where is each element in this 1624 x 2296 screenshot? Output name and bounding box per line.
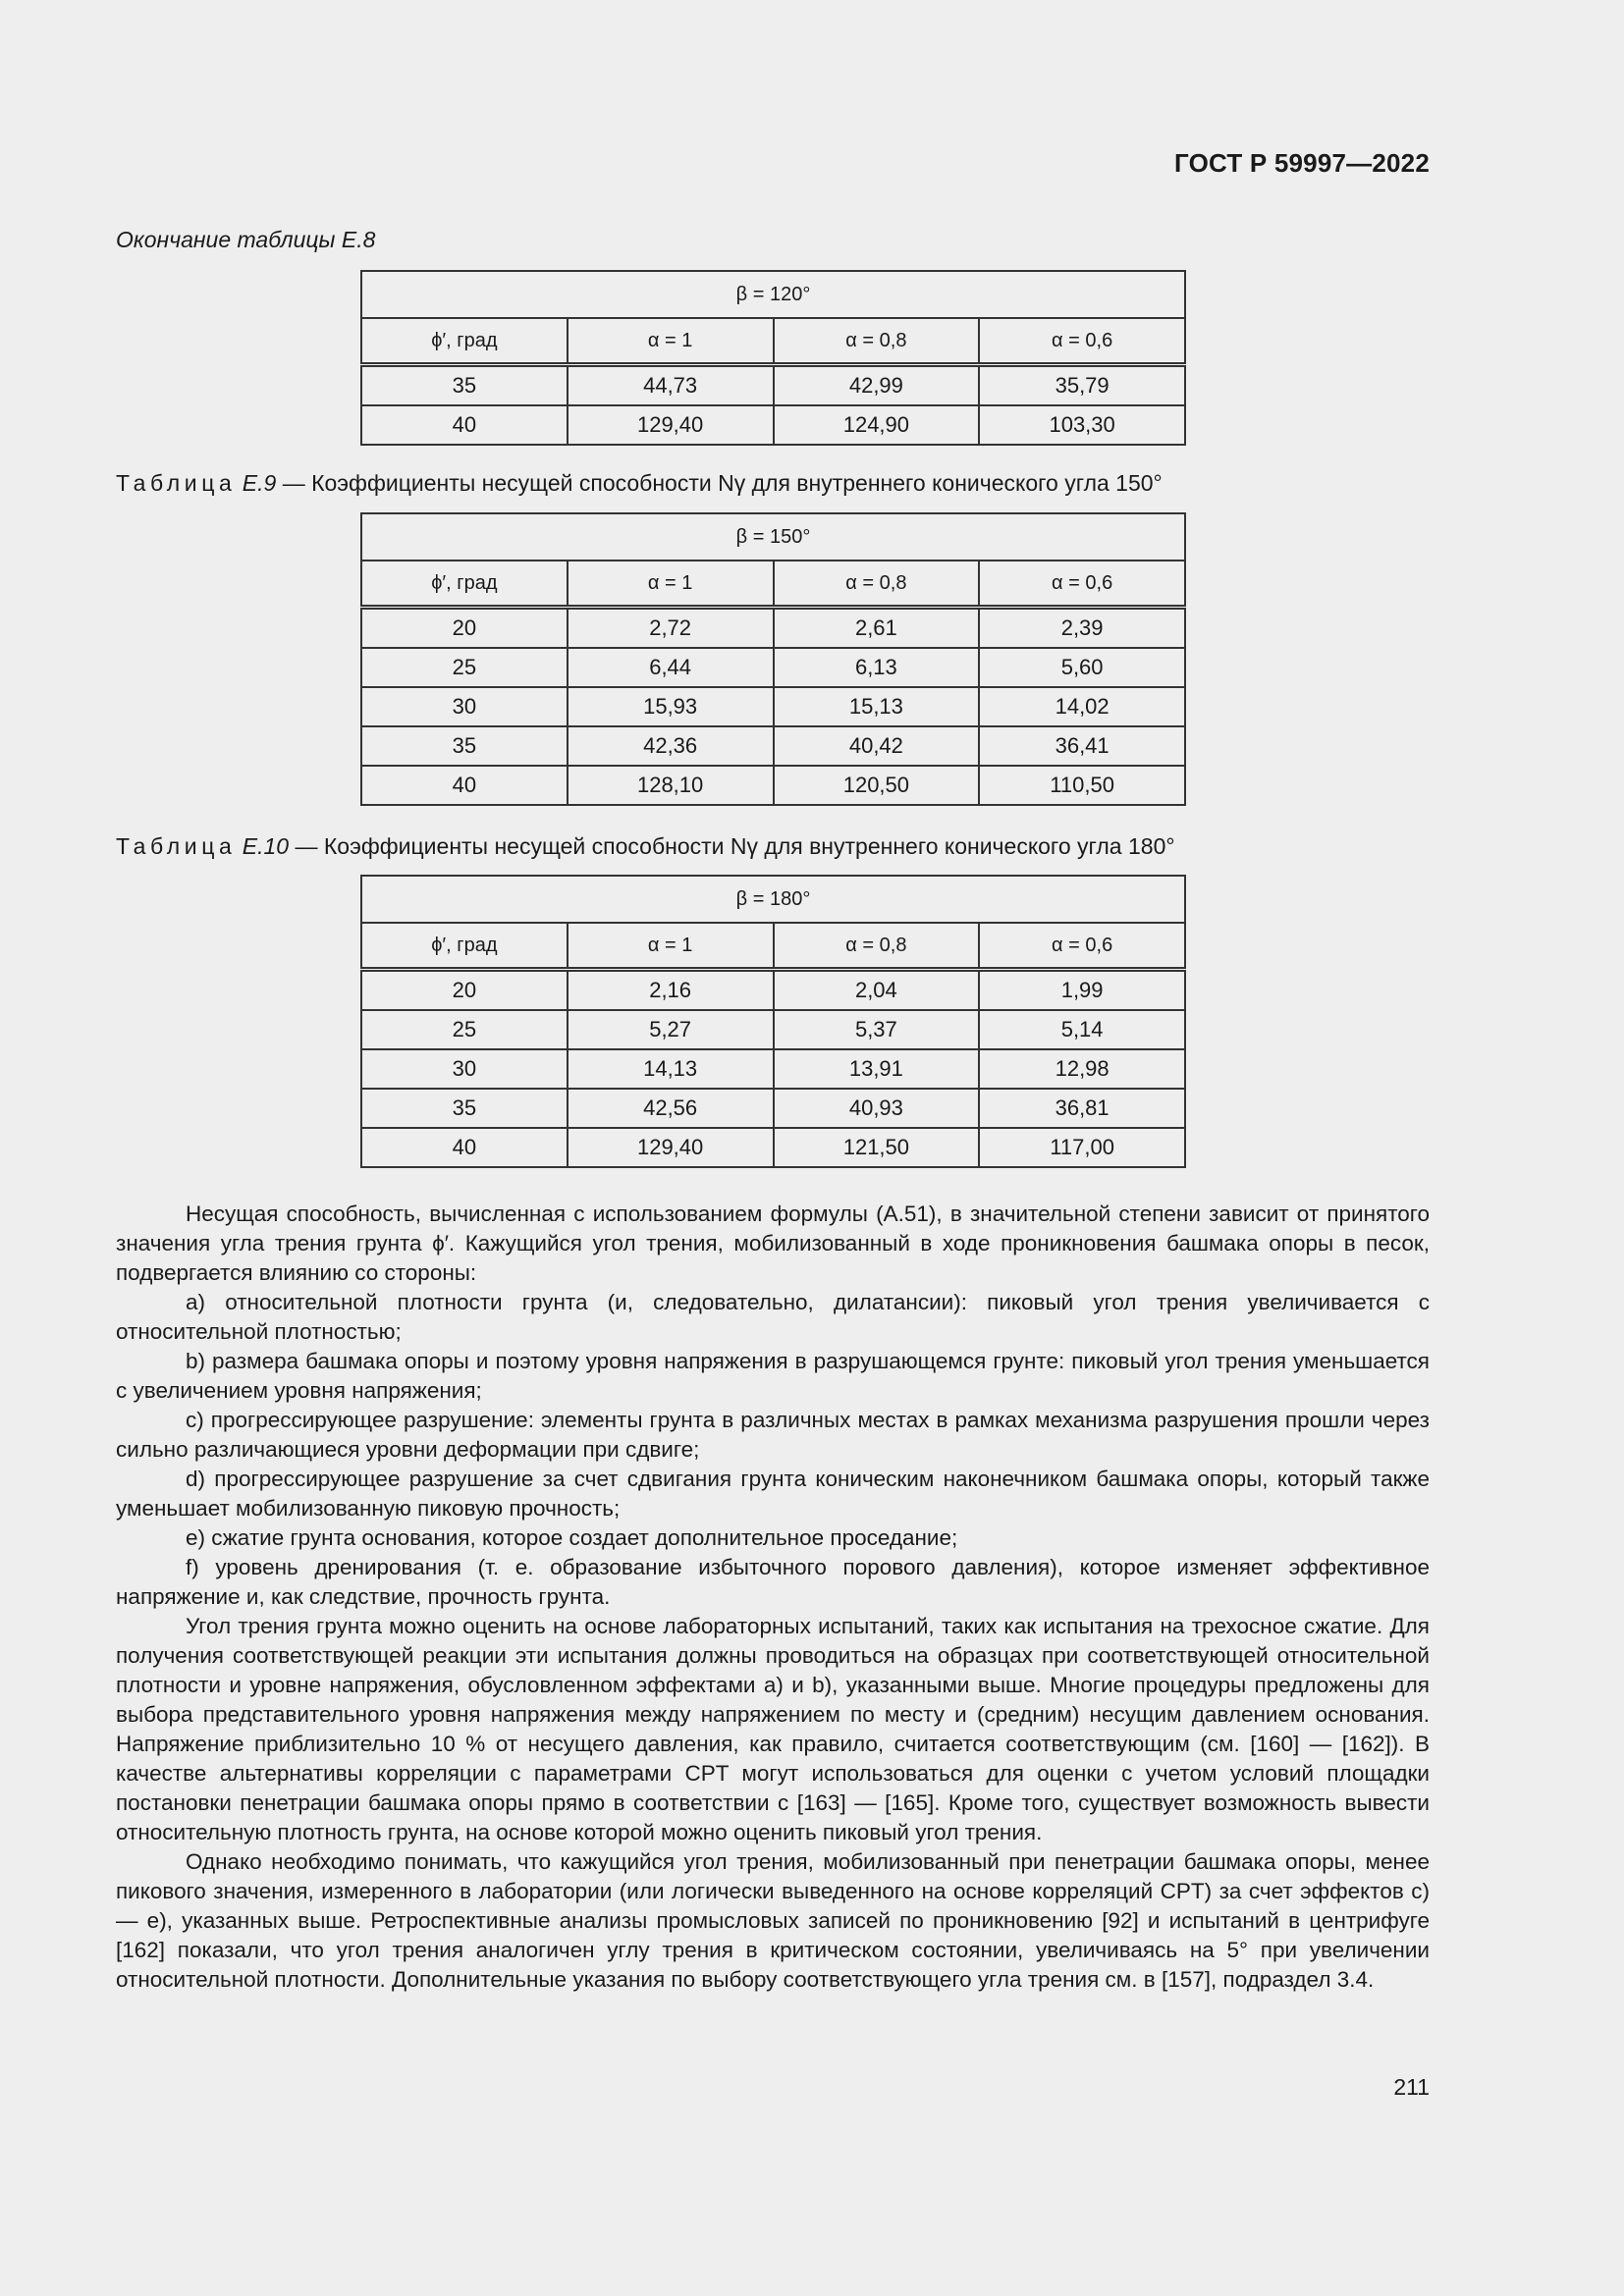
table-cell: 44,73 xyxy=(568,365,774,406)
list-item: a) относительной плотности грунта (и, следовательно, дилатансии): пиковый угол трения увеличивается с относительной плотностью; xyxy=(116,1290,1430,1344)
paragraph: Несущая способность, вычисленная с использованием формулы (А.51), в значительной степени зависит от принятого значения угла трения грунта ϕ′. Кажущийся угол трения, мобилизованный в ходе проникновения башмака опоры в песок, подвергается влиянию со стороны: xyxy=(116,1201,1430,1285)
column-header: α = 0,6 xyxy=(979,318,1185,365)
table-cell: 15,93 xyxy=(568,687,774,726)
document-id: ГОСТ Р 59997—2022 xyxy=(1174,148,1430,178)
table-cell: 40,42 xyxy=(774,726,980,766)
list-item: d) прогрессирующее разрушение за счет сдвигания грунта коническим наконечником башмака опоры, который также уменьшает мобилизованную пиковую прочность; xyxy=(116,1467,1430,1521)
paragraph: Угол трения грунта можно оценить на основе лабораторных испытаний, таких как испытания на трехосное сжатие. Для получения соответствующей реакции эти испытания должны проводиться на образцах при соответствующей относительной плотности и уровне напряжения, обусловленном эффектами a) и b), указанными выше. Многие процедуры предложены для выбора представительного уровня напряжения между напряжением по месту и (средним) несущим давлением основания. Напряжение приблизительно 10 % от несущего давления, как правило, считается соответствующим (см. [160] — [162]). В качестве альтернативы корреляции с параметрами CPT могут использоваться для оценки с учетом условий площадки постановки пенетрации башмака опоры прямо в соответствии с [163] — [165]. Кроме того, существует возможность вывести относительную плотность грунта, на основе которой можно оценить пиковый угол трения. xyxy=(116,1614,1430,1844)
table-cell: 6,13 xyxy=(774,648,980,687)
caption-text: — Коэффициенты несущей способности Nγ для внутреннего конического угла 180° xyxy=(289,833,1175,859)
table-cell: 124,90 xyxy=(774,405,980,445)
caption-text: — Коэффициенты несущей способности Nγ для внутреннего конического угла 150° xyxy=(276,470,1163,496)
table-cell: 20 xyxy=(361,970,568,1011)
caption-word: Таблица xyxy=(116,833,237,859)
table-cell: 36,41 xyxy=(979,726,1185,766)
table-cell: 129,40 xyxy=(568,405,774,445)
table-cell: 2,61 xyxy=(774,608,980,649)
table-cell: 42,99 xyxy=(774,365,980,406)
table-cell: 40 xyxy=(361,1128,568,1167)
table-continuation-caption: Окончание таблицы Е.8 xyxy=(116,227,376,252)
table-cell: 5,14 xyxy=(979,1010,1185,1049)
column-header: α = 1 xyxy=(568,318,774,365)
caption-number: Е.9 xyxy=(242,470,277,496)
table-cell: 13,91 xyxy=(774,1049,980,1089)
table-cell: 35 xyxy=(361,365,568,406)
table-cell: 40,93 xyxy=(774,1089,980,1128)
column-header: ϕ′, град xyxy=(361,318,568,365)
header-row xyxy=(361,318,1185,365)
table-row xyxy=(361,608,1185,649)
table-cell: 40 xyxy=(361,766,568,805)
table-cell: 35 xyxy=(361,1089,568,1128)
column-header: ϕ′, град xyxy=(361,923,568,970)
table-cell: 35,79 xyxy=(979,365,1185,406)
table-cell: 6,44 xyxy=(568,648,774,687)
table-cell: 30 xyxy=(361,1049,568,1089)
paragraph: Однако необходимо понимать, что кажущийся угол трения, мобилизованный при пенетрации башмака опоры, менее пикового значения, измеренного в лаборатории (или логически выведенного на основе корреляций CPT) за счет эффектов c) — e), указанных выше. Ретроспективные анализы промысловых записей по проникновению [92] и испытаний в центрифуге [162] показали, что угол трения аналогичен углу трения в критическом состоянии, увеличиваясь на 5° при увеличении относительной плотности. Дополнительные указания по выбору соответствующего угла трения см. в [157], подраздел 3.4. xyxy=(116,1849,1430,1992)
table-e9-caption xyxy=(116,470,1163,497)
table-cell: 35 xyxy=(361,726,568,766)
table-cell: 2,39 xyxy=(979,608,1185,649)
beta-row xyxy=(361,876,1185,923)
beta-row xyxy=(361,513,1185,561)
table-cell: 14,13 xyxy=(568,1049,774,1089)
table-cell: 5,60 xyxy=(979,648,1185,687)
table-cell: 12,98 xyxy=(979,1049,1185,1089)
table-row xyxy=(361,405,1185,445)
page-number: 211 xyxy=(1393,2074,1430,2100)
table-cell: 120,50 xyxy=(774,766,980,805)
table-row xyxy=(361,365,1185,406)
table-cell: 20 xyxy=(361,608,568,649)
table-row xyxy=(361,970,1185,1011)
table-cell: 36,81 xyxy=(979,1089,1185,1128)
caption-number: Е.10 xyxy=(242,833,290,859)
table-cell: 5,37 xyxy=(774,1010,980,1049)
table-cell: 103,30 xyxy=(979,405,1185,445)
table-cell: 14,02 xyxy=(979,687,1185,726)
column-header: ϕ′, град xyxy=(361,561,568,608)
table-cell: 2,04 xyxy=(774,970,980,1011)
table-row xyxy=(361,1089,1185,1128)
list-item: e) сжатие грунта основания, которое создает дополнительное проседание; xyxy=(186,1525,958,1550)
column-header: α = 0,6 xyxy=(979,561,1185,608)
table-e10 xyxy=(360,875,1186,1168)
column-header: α = 0,8 xyxy=(774,561,980,608)
table-cell: 30 xyxy=(361,687,568,726)
table-e8 xyxy=(360,270,1186,446)
list-item: f) уровень дренирования (т. е. образование избыточного порового давления), которое изменяет эффективное напряжение и, как следствие, прочность грунта. xyxy=(116,1555,1430,1609)
table-cell: 117,00 xyxy=(979,1128,1185,1167)
body-text xyxy=(116,1200,1430,1995)
table-cell: 40 xyxy=(361,405,568,445)
beta-header: β = 120° xyxy=(361,271,1185,318)
list-item: b) размера башмака опоры и поэтому уровня напряжения в разрушающемся грунте: пиковый угол трения уменьшается с увеличением уровня напряжения; xyxy=(116,1349,1430,1403)
table-cell: 42,56 xyxy=(568,1089,774,1128)
table-row xyxy=(361,648,1185,687)
header-row xyxy=(361,923,1185,970)
beta-row xyxy=(361,271,1185,318)
table-e10-caption xyxy=(116,833,1175,860)
table-row xyxy=(361,1010,1185,1049)
table-cell: 128,10 xyxy=(568,766,774,805)
table-row xyxy=(361,726,1185,766)
column-header: α = 1 xyxy=(568,923,774,970)
column-header: α = 0,6 xyxy=(979,923,1185,970)
table-cell: 42,36 xyxy=(568,726,774,766)
beta-header: β = 150° xyxy=(361,513,1185,561)
table-cell: 110,50 xyxy=(979,766,1185,805)
table-cell: 25 xyxy=(361,648,568,687)
table-cell: 121,50 xyxy=(774,1128,980,1167)
column-header: α = 1 xyxy=(568,561,774,608)
beta-header: β = 180° xyxy=(361,876,1185,923)
header-row xyxy=(361,561,1185,608)
column-header: α = 0,8 xyxy=(774,923,980,970)
table-row xyxy=(361,766,1185,805)
table-cell: 129,40 xyxy=(568,1128,774,1167)
table-e9 xyxy=(360,512,1186,806)
table-row xyxy=(361,687,1185,726)
table-cell: 1,99 xyxy=(979,970,1185,1011)
column-header: α = 0,8 xyxy=(774,318,980,365)
table-cell: 2,16 xyxy=(568,970,774,1011)
caption-word: Таблица xyxy=(116,470,237,496)
table-cell: 15,13 xyxy=(774,687,980,726)
list-item: c) прогрессирующее разрушение: элементы грунта в различных местах в рамках механизма разрушения прошли через сильно различающиеся уровни деформации при сдвиге; xyxy=(116,1408,1430,1462)
table-row xyxy=(361,1049,1185,1089)
table-row xyxy=(361,1128,1185,1167)
table-cell: 2,72 xyxy=(568,608,774,649)
table-cell: 25 xyxy=(361,1010,568,1049)
table-cell: 5,27 xyxy=(568,1010,774,1049)
